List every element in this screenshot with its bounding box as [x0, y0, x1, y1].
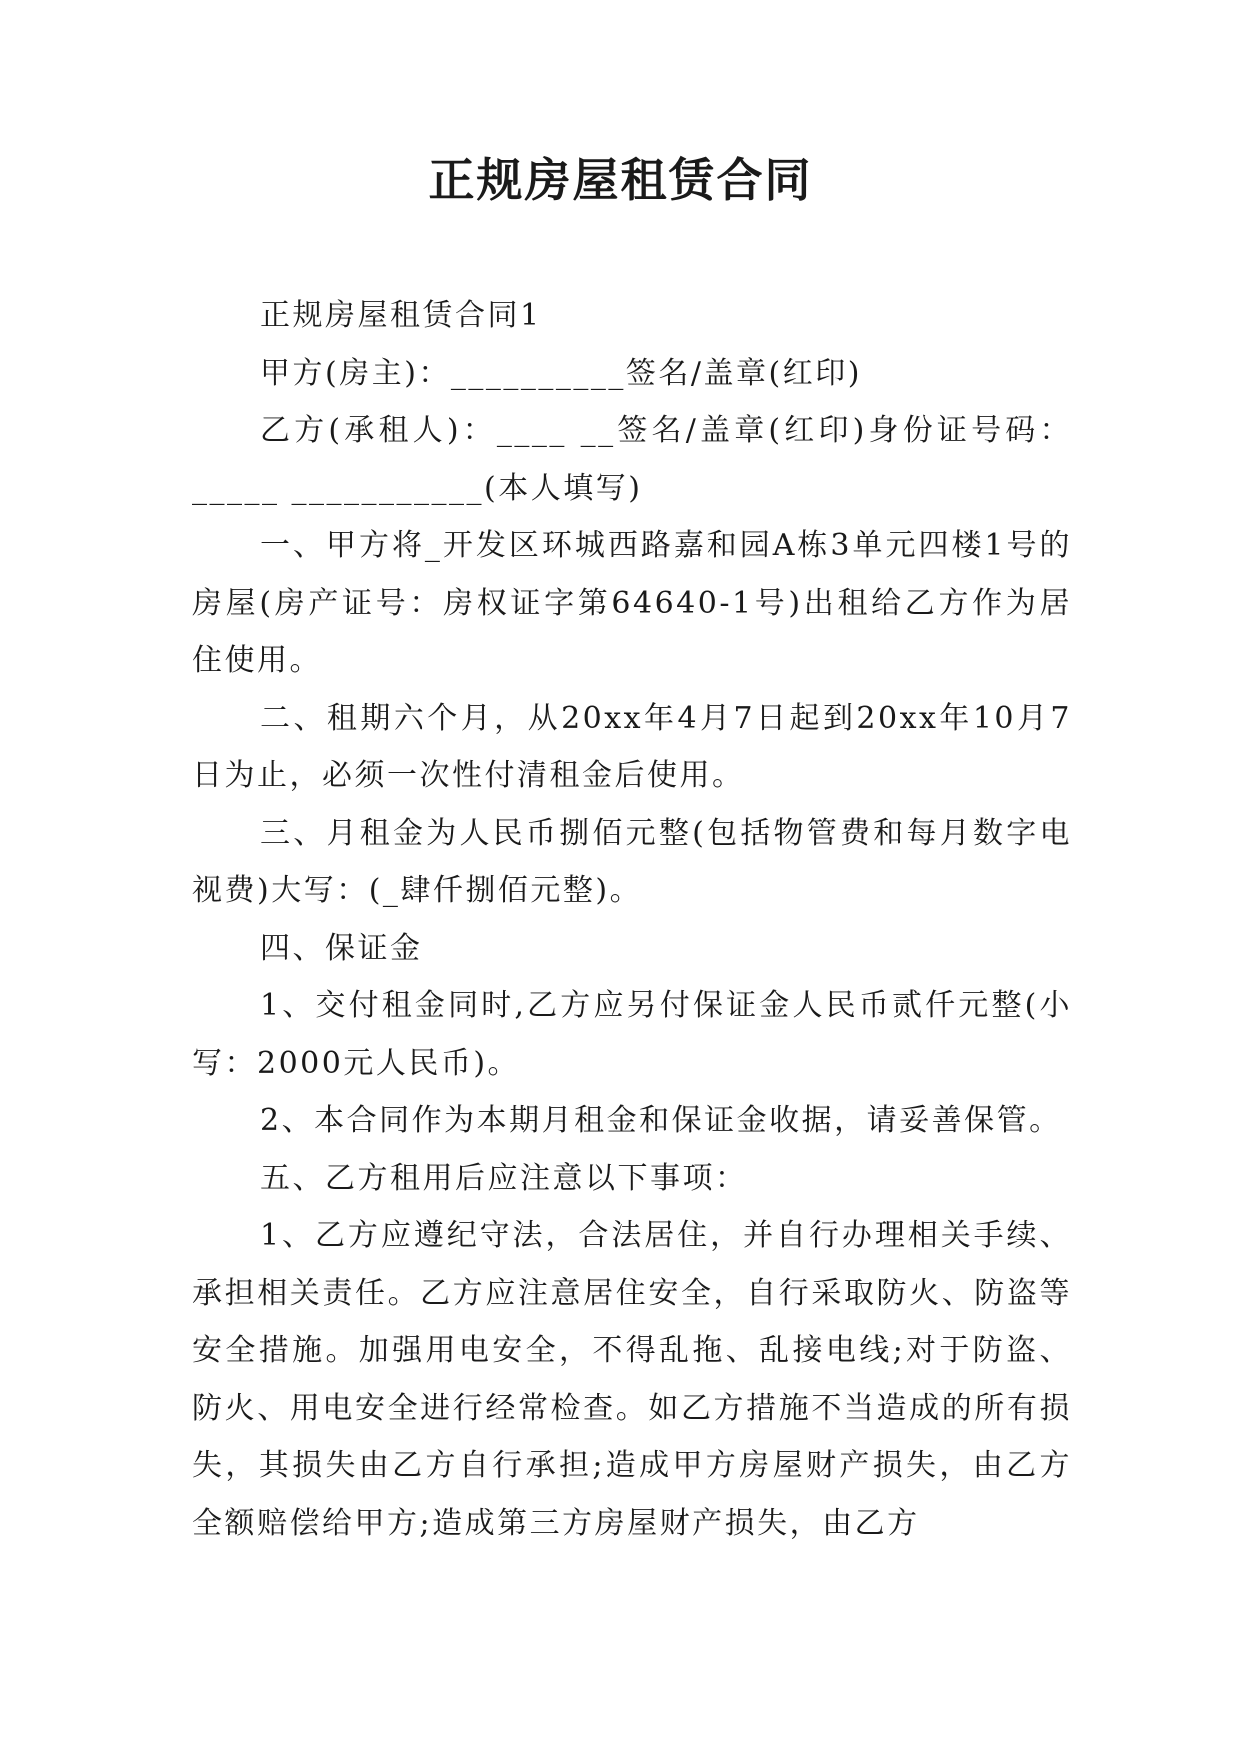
paragraph: 五、乙方租用后应注意以下事项：: [260, 1160, 748, 1196]
paragraph: 一、甲方将_开发区环城西路嘉和园A栋3单元四楼1号的房屋(房产证号：房权证字第64640-1号)出租给乙方作为居住使用。: [192, 528, 1072, 678]
document-title: 正规房屋租赁合同: [428, 153, 813, 207]
paragraph: 2、本合同作为本期月租金和保证金收据，请妥善保管。: [260, 1103, 1062, 1138]
paragraph: 1、交付租金同时,乙方应另付保证金人民币贰仟元整(小写：2000元人民币)。: [192, 988, 1072, 1081]
paragraph: 乙方(承租人)：____ __签名/盖章(红印)身份证号码：_____ ___________(本人填写): [192, 413, 1072, 506]
document-body: [192, 287, 1072, 1552]
paragraph: 二、租期六个月，从20xx年4月7日起到20xx年10月7日为止，必须一次性付清租金后使用。: [192, 700, 1072, 793]
paragraph: 四、保证金: [260, 930, 423, 966]
paragraph: 1、乙方应遵纪守法，合法居住，并自行办理相关手续、承担相关责任。乙方应注意居住安全，自行采取防火、防盗等安全措施。加强用电安全，不得乱拖、乱接电线;对于防盗、防火、用电安全进行经常检查。如乙方措施不当造成的所有损失，其损失由乙方自行承担;造成甲方房屋财产损失，由乙方全额赔偿给甲方;造成第三方房屋财产损失，由乙方: [192, 1218, 1072, 1541]
paragraph: 三、月租金为人民币捌佰元整(包括物管费和每月数字电视费)大写：(_肆仟捌佰元整)。: [192, 815, 1072, 908]
paragraph: 甲方(房主)：__________签名/盖章(红印): [260, 355, 862, 391]
paragraph: 正规房屋租赁合同1: [260, 298, 542, 333]
